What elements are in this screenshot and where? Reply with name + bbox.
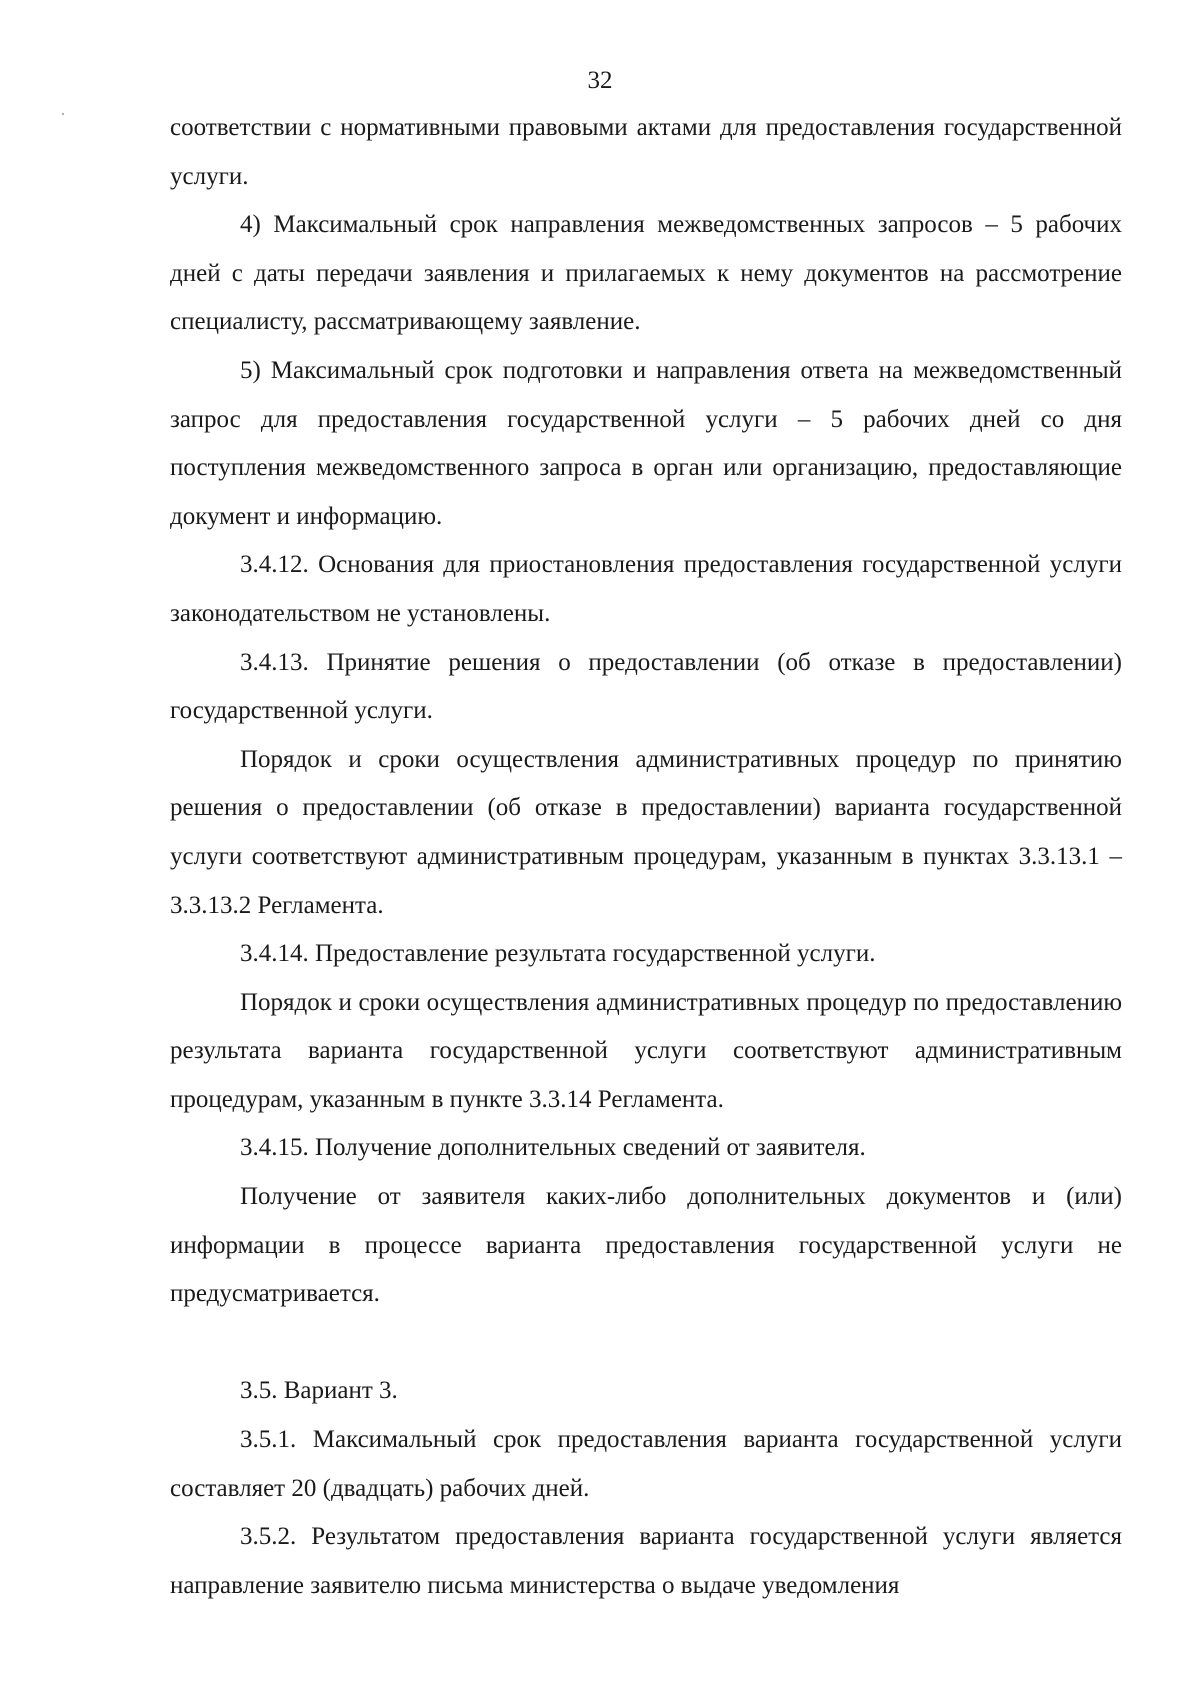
paragraph-3-4-13: 3.4.13. Принятие решения о предоставлении (об отказе в предоставлении) государственной услуги. [170,648,1122,725]
paragraph-3-4-14-procedure: Порядок и сроки осуществления административных процедур по предоставлению результата варианта государственной услуги соответствуют административным процедурам, указанным в пункте 3.3.14 Регламента. [170,988,1122,1113]
paragraph-item-4: 4) Максимальный срок направления межведомственных запросов – 5 рабочих дней с даты передачи заявления и прилагаемых к нему документов на рассмотрение специалисту, рассматривающему заявление. [170,211,1122,336]
paragraph-continuation: соответствии с нормативными правовыми актами для предоставления государственной услуги. [170,114,1122,190]
paragraph-3-4-12: 3.4.12. Основания для приостановления предоставления государственной услуги законодательством не установлены. [170,551,1122,627]
paragraph-item-5: 5) Максимальный срок подготовки и направления ответа на межведомственный запрос для предоставления государственной услуги – 5 рабочих дней со дня поступления межведомственного запроса в орган или организацию, предоставляющие документ и информацию. [170,356,1122,530]
paragraph-3-4-15: 3.4.15. Получение дополнительных сведений от заявителя. [240,1134,866,1162]
paragraph-3-4-13-procedure: Порядок и сроки осуществления административных процедур по принятию решения о предоставлении (об отказе в предоставлении) варианта государственной услуги соответствуют административным процедурам, указанным в пунктах 3.3.13.1 – 3.3.13.2 Регламента. [170,745,1122,919]
paragraph-3-4-14: 3.4.14. Предоставление результата государственной услуги. [240,940,876,968]
paragraph-3-5-1: 3.5.1. Максимальный срок предоставления варианта государственной услуги составляет 20 (двадцать) рабочих дней. [170,1426,1122,1502]
section-heading-3-5: 3.5. Вариант 3. [240,1377,398,1405]
scan-dot [62,113,64,115]
page-number: 32 [587,67,613,94]
section-spacer [170,1319,1122,1368]
document-body [170,104,1122,1610]
paragraph-3-5-2: 3.5.2. Результатом предоставления варианта государственной услуги является направление заявителю письма министерства о выдаче уведомления [170,1523,1122,1599]
paragraph-3-4-15-detail: Получение от заявителя каких-либо дополнительных документов и (или) информации в процессе варианта предоставления государственной услуги не предусматривается. [170,1183,1122,1308]
